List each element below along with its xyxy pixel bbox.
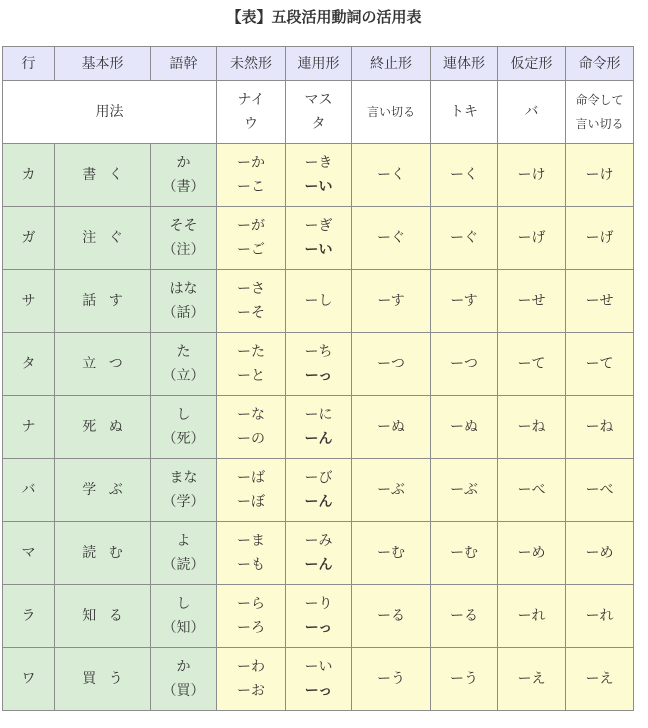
mizen-line: ーら [237, 596, 265, 612]
kihon-cell [55, 144, 151, 207]
mizen-cell [217, 522, 286, 585]
renyo-line: ーぎ [304, 218, 333, 234]
gyo-cell: ナ [3, 396, 55, 459]
renyo-line: ーき [304, 155, 333, 171]
renyo-line: ーっ [304, 368, 333, 384]
rentai-cell: ーぬ [431, 396, 498, 459]
gokan-cell [151, 459, 217, 522]
katei-cell: ーけ [498, 144, 566, 207]
table-row [3, 522, 634, 585]
usage-line: 言い切る [575, 117, 624, 131]
kihon-cell [55, 459, 151, 522]
mizen-line: ーと [237, 368, 265, 384]
gokan-cell [151, 144, 217, 207]
header-cell: 連用形 [286, 47, 352, 81]
gyo-cell: サ [3, 270, 55, 333]
meirei-cell: ーせ [566, 270, 634, 333]
mizen-line: ーの [237, 431, 265, 447]
usage-row [3, 81, 634, 144]
katei-cell: ーね [498, 396, 566, 459]
mizen-cell [217, 648, 286, 711]
katei-cell: ーえ [498, 648, 566, 711]
meirei-cell: ーけ [566, 144, 634, 207]
header-row [3, 47, 634, 81]
gokan-line: し [176, 596, 191, 612]
usage-katei: バ [498, 81, 566, 144]
shushi-cell: ーう [352, 648, 431, 711]
kihon-text: 書く [82, 167, 136, 183]
renyo-line: ーみ [304, 533, 333, 549]
rentai-cell: ーる [431, 585, 498, 648]
gokan-line: まな [169, 470, 198, 486]
gokan-line: （買） [162, 683, 205, 699]
mizen-line: ーば [237, 470, 265, 486]
katei-cell: ーれ [498, 585, 566, 648]
usage-mizen [217, 81, 286, 144]
mizen-line: ーご [237, 242, 265, 258]
renyo-cell [286, 522, 352, 585]
gokan-line: （知） [162, 620, 205, 636]
gokan-line: （死） [162, 431, 205, 447]
gokan-cell [151, 648, 217, 711]
mizen-cell [217, 585, 286, 648]
mizen-cell [217, 207, 286, 270]
mizen-cell [217, 333, 286, 396]
renyo-cell [286, 459, 352, 522]
gokan-line: はな [169, 281, 198, 297]
gokan-line: し [176, 407, 191, 423]
table-row [3, 459, 634, 522]
renyo-line: ーん [304, 494, 333, 510]
meirei-cell: ーて [566, 333, 634, 396]
gokan-line: （注） [162, 242, 205, 258]
renyo-cell [286, 270, 352, 333]
renyo-cell [286, 144, 352, 207]
kihon-cell [55, 270, 151, 333]
usage-label: 用法 [3, 81, 217, 144]
katei-cell: ーて [498, 333, 566, 396]
gokan-line: （立） [162, 368, 205, 384]
table-row [3, 270, 634, 333]
header-cell: 基本形 [55, 47, 151, 81]
gokan-cell [151, 270, 217, 333]
shushi-cell: ーつ [352, 333, 431, 396]
renyo-line: ーち [304, 344, 333, 360]
gokan-line: （書） [162, 179, 205, 195]
kihon-text: 話す [82, 293, 136, 309]
gokan-line: た [176, 344, 191, 360]
page-title: 【表】五段活用動詞の活用表 [226, 8, 422, 26]
gokan-line: （話） [162, 305, 205, 321]
mizen-line: ーな [237, 407, 265, 423]
kihon-cell [55, 585, 151, 648]
rentai-cell: ーつ [431, 333, 498, 396]
gyo-cell: カ [3, 144, 55, 207]
katei-cell: ーべ [498, 459, 566, 522]
header-cell: 仮定形 [498, 47, 566, 81]
kihon-cell [55, 648, 151, 711]
kihon-text: 知る [82, 608, 136, 624]
usage-renyo [286, 81, 352, 144]
usage-shushi: 言い切る [352, 81, 431, 144]
gyo-cell: タ [3, 333, 55, 396]
mizen-line: ーが [237, 218, 265, 234]
usage-line: 命令して [575, 93, 624, 107]
rentai-cell: ーぐ [431, 207, 498, 270]
header-cell: 終止形 [352, 47, 431, 81]
mizen-line: ーか [237, 155, 265, 171]
usage-meirei [566, 81, 634, 144]
kihon-text: 死ぬ [82, 419, 136, 435]
gokan-line: （学） [162, 494, 205, 510]
katei-cell: ーせ [498, 270, 566, 333]
kihon-cell [55, 333, 151, 396]
kihon-text: 注ぐ [82, 230, 136, 246]
shushi-cell: ーぬ [352, 396, 431, 459]
shushi-cell: ーぐ [352, 207, 431, 270]
gyo-cell: ガ [3, 207, 55, 270]
gokan-line: か [176, 155, 191, 171]
katei-cell: ーめ [498, 522, 566, 585]
shushi-cell: ーむ [352, 522, 431, 585]
renyo-line: ーっ [304, 683, 333, 699]
meirei-cell: ーれ [566, 585, 634, 648]
kihon-cell [55, 522, 151, 585]
usage-line: ウ [244, 116, 258, 132]
mizen-cell [217, 396, 286, 459]
usage-rentai: トキ [431, 81, 498, 144]
usage-line: ナイ [237, 92, 265, 108]
renyo-cell [286, 207, 352, 270]
header-cell: 連体形 [431, 47, 498, 81]
rentai-cell: ーぶ [431, 459, 498, 522]
table-row [3, 333, 634, 396]
gokan-line: そそ [169, 218, 198, 234]
kihon-cell [55, 207, 151, 270]
gokan-line: （読） [162, 557, 205, 573]
renyo-line: ーい [304, 242, 333, 258]
renyo-line: ーい [304, 659, 333, 675]
renyo-cell [286, 396, 352, 459]
renyo-line: ーび [304, 470, 333, 486]
shushi-cell: ーく [352, 144, 431, 207]
gyo-cell: ワ [3, 648, 55, 711]
mizen-line: ーお [237, 683, 265, 699]
mizen-cell [217, 270, 286, 333]
kihon-text: 読む [82, 545, 136, 561]
meirei-cell: ーめ [566, 522, 634, 585]
gyo-cell: マ [3, 522, 55, 585]
header-cell: 未然形 [217, 47, 286, 81]
header-cell: 語幹 [151, 47, 217, 81]
gokan-cell [151, 522, 217, 585]
shushi-cell: ーる [352, 585, 431, 648]
mizen-line: ーさ [237, 281, 265, 297]
table-row [3, 396, 634, 459]
gokan-line: か [176, 659, 191, 675]
header-cell: 命令形 [566, 47, 634, 81]
renyo-cell [286, 585, 352, 648]
kihon-text: 買う [82, 671, 136, 687]
table-row [3, 648, 634, 711]
mizen-cell [217, 459, 286, 522]
rentai-cell: ーう [431, 648, 498, 711]
meirei-cell: ーね [566, 396, 634, 459]
mizen-line: ーこ [237, 179, 265, 195]
rentai-cell: ーく [431, 144, 498, 207]
mizen-line: ーま [237, 533, 265, 549]
shushi-cell: ーす [352, 270, 431, 333]
table-row [3, 585, 634, 648]
katei-cell: ーげ [498, 207, 566, 270]
kihon-text: 学ぶ [82, 482, 136, 498]
table-row [3, 207, 634, 270]
renyo-line: ーし [304, 293, 333, 309]
gokan-cell [151, 333, 217, 396]
rentai-cell: ーむ [431, 522, 498, 585]
mizen-line: ーぼ [237, 494, 265, 510]
mizen-line: ーた [237, 344, 265, 360]
mizen-cell [217, 144, 286, 207]
renyo-line: ーん [304, 431, 333, 447]
renyo-line: ーい [304, 179, 333, 195]
table-row [3, 144, 634, 207]
renyo-line: ーに [304, 407, 333, 423]
renyo-line: ーん [304, 557, 333, 573]
usage-line: マス [304, 92, 333, 108]
mizen-line: ーそ [237, 305, 265, 321]
rentai-cell: ーす [431, 270, 498, 333]
kihon-cell [55, 396, 151, 459]
meirei-cell: ーべ [566, 459, 634, 522]
header-cell: 行 [3, 47, 55, 81]
gokan-cell [151, 585, 217, 648]
mizen-line: ーろ [237, 620, 265, 636]
renyo-cell [286, 648, 352, 711]
renyo-line: ーっ [304, 620, 333, 636]
shushi-cell: ーぶ [352, 459, 431, 522]
mizen-line: ーも [237, 557, 265, 573]
meirei-cell: ーげ [566, 207, 634, 270]
conjugation-table [2, 46, 634, 711]
gyo-cell: バ [3, 459, 55, 522]
gokan-cell [151, 207, 217, 270]
mizen-line: ーわ [237, 659, 265, 675]
gokan-line: よ [176, 533, 191, 549]
usage-line: タ [311, 116, 326, 132]
meirei-cell: ーえ [566, 648, 634, 711]
renyo-line: ーり [304, 596, 333, 612]
renyo-cell [286, 333, 352, 396]
kihon-text: 立つ [82, 356, 136, 372]
gokan-cell [151, 396, 217, 459]
gyo-cell: ラ [3, 585, 55, 648]
